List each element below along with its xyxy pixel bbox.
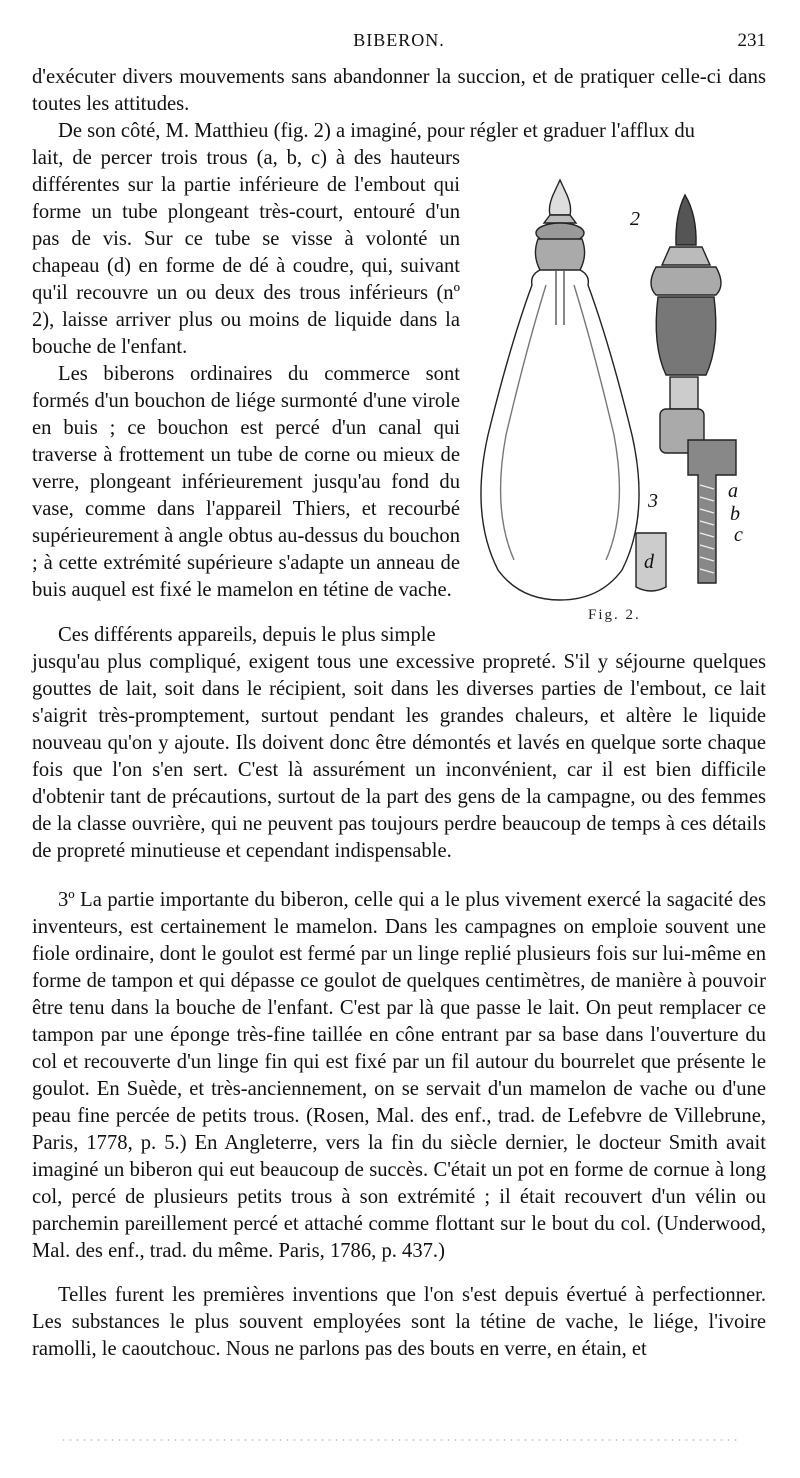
figure-label-3: 3 [648, 490, 658, 512]
paragraph-4: jusqu'au plus compliqué, exigent tous une excessive propreté. S'il y séjourne quelques gouttes de lait, soit dans le récipient, soit dans les diverses parties de l'embout, ce lait s'aigrit très-promptement, surtout pendant les grandes chaleurs, et altère le liquide nouveau qu'on y ajoute. Ils doivent donc être démontés et lavés en quelque sorte chaque fois que l'on s'en sert. C'est là assurément un inconvénient, car il est bien difficile d'obtenir tant de précautions, surtout de la part des gens de la campagne, ou des femmes de la classe ouvrière, qui ne peuvent pas toujours perdre beaucoup de temps à ces détails de propreté minutieuse et cependant indispensable. [32, 651, 766, 862]
figure-caption: Fig. 2. [588, 607, 641, 623]
running-header [32, 30, 766, 56]
figure-label-a: a [728, 480, 738, 502]
running-title: BIBERON. [353, 30, 445, 50]
paragraph-1: d'exécuter divers mouvements sans abandonner la succion, et de pratiquer celle-ci dans toutes les attitudes. [32, 66, 766, 115]
paragraph-3: Les biberons ordinaires du commerce sont formés d'un bouchon de liége surmonté d'une virole en buis ; ce bouchon est percé d'un canal qui traverse à frottement un tube de corne ou mieux de verre, plongeant inférieurement jusqu'au fond du vase, comme dans l'appareil Thiers, et recourbé supérieurement à angle obtus au-dessus du bouchon ; à cette extrémité supérieure s'adapte un anneau de buis auquel est fixé le mamelon en tétine de vache. [32, 363, 460, 601]
figure-2-biberon-illustration [470, 175, 770, 635]
figure-label-d: d [644, 551, 654, 573]
page-number: 231 [737, 30, 766, 51]
paragraph-2-first-line: De son côté, M. Matthieu (fig. 2) a imaginé, pour régler et graduer l'afflux du [58, 120, 695, 142]
figure-label-b: b [730, 503, 740, 525]
figure-label-c: c [734, 524, 743, 546]
page-bottom-noise [60, 1437, 740, 1443]
paragraph-4-first-line: Ces différents appareils, depuis le plus simple [58, 624, 436, 646]
paragraph-2-wrapped: lait, de percer trois trous (a, b, c) à des hauteurs différentes sur la partie inférieure de l'embout qui forme un tube plongeant très-court, entouré d'un pas de vis. Sur ce tube se visse à volonté un chapeau (d) en forme de dé à coudre, qui, suivant qu'il recouvre un ou deux des trous inférieurs (nº 2), laisse arriver plus ou moins de liquide dans la bouche de l'enfant. [32, 147, 460, 358]
figure-label-2: 2 [630, 208, 640, 230]
paragraph-6: Telles furent les premières inventions que l'on s'est depuis évertué à perfectionner. Les substances le plus souvent employées sont la tétine de vache, le liége, l'ivoire ramolli, le caoutchouc. Nous ne parlons pas des bouts en verre, en étain, et [32, 1284, 766, 1360]
paragraph-5: 3º La partie importante du biberon, celle qui a le plus vivement exercé la sagacité des inventeurs, est certainement le mamelon. Dans les campagnes on emploie souvent une fiole ordinaire, dont le goulot est fermé par un linge replié plusieurs fois sur lui-même en forme de tampon et qui dépasse ce goulot de quelques centimètres, de manière à pouvoir être tenu dans la bouche de l'enfant. C'est par là que passe le lait. On peut remplacer ce tampon par une éponge très-fine taillée en cône entrant par sa base dans l'ouverture du col et recouverte d'un linge fin qui est fixé par un fil autour du bourrelet que présente le goulot. En Suède, et très-anciennement, on se servait d'un mamelon de vache ou d'une peau fine percée de petits trous. (Rosen, Mal. des enf., trad. de Lefebvre de Villebrune, Paris, 1778, p. 5.) En Angleterre, vers la fin du siècle dernier, le docteur Smith avait imaginé un biberon qui eut beaucoup de succès. C'était un pot en forme de cornue à long col, percé de plusieurs petits trous à son extrémité ; il était recouvert d'un vélin ou parchemin pareillement percé et attaché comme flottant sur le bout du col. (Underwood, Mal. des enf., trad. du même. Paris, 1786, p. 437.) [32, 889, 766, 1262]
